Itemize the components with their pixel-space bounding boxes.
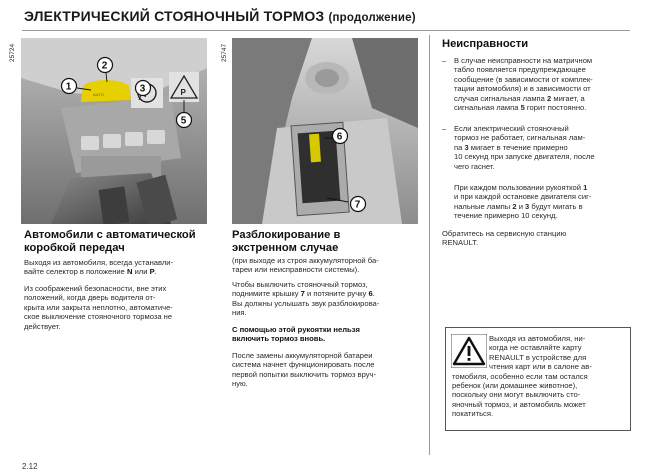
warning-line: когда не оставляйте карту (489, 343, 582, 353)
left-para-2-line: положений, когда дверь водителя от- (24, 293, 156, 303)
middle-para-4-line: первой попытки выключить тормоз вруч- (232, 369, 376, 379)
right-para-a-line: будут мигать в (529, 201, 583, 211)
callout-3-label: 3 (139, 83, 146, 95)
right-para-a-line: При каждом пользовании рукояткой (454, 183, 584, 192)
emergency-release-handle (309, 134, 321, 163)
warning-triangle-icon (451, 334, 487, 368)
warning-line: ребенок (или домашнее животное), (452, 381, 578, 390)
middle-para-3-line: С помощью этой рукоятки нельзя (232, 325, 360, 334)
left-para-1 (24, 258, 210, 277)
fault-item-1-text (454, 56, 628, 112)
fault-item-2-line: Если электрический стояночный (454, 124, 569, 133)
middle-para-2-line1: Чтобы выключить стояночный тормоз, (232, 280, 368, 289)
svg-text:P: P (180, 88, 186, 97)
left-para-1-line2: вайте селектор в положение (24, 267, 127, 277)
middle-para-3 (232, 325, 422, 344)
warning-line: яночный тормоз, и автомобиль может (452, 399, 586, 409)
middle-heading (232, 229, 340, 255)
middle-heading-line2: экстренном случае (232, 242, 339, 254)
parking-brake-lever (81, 80, 131, 102)
middle-para-1-line: (при выходе из строя аккумуляторной ба- (232, 256, 379, 265)
figure-left-illustration (21, 38, 207, 224)
left-para-1-mid: или (132, 267, 150, 277)
right-para-a-line: и при каждой остановке двигателя сиг- (454, 192, 592, 202)
warning-line: Выходя из автомобиля, ни- (489, 334, 586, 343)
warning-text (489, 334, 621, 372)
middle-para-3-line: включить тормоз вновь. (232, 334, 326, 344)
middle-heading-line1: Разблокирование в (232, 229, 341, 241)
fault-item-1-line: горит постоянно. (524, 103, 587, 113)
middle-para-2 (232, 280, 422, 318)
fault-item-1 (442, 56, 628, 112)
middle-para-2-end: . (372, 289, 375, 299)
left-heading-line2: коробкой передач (24, 242, 125, 254)
warning-line: чтения карт или в салоне ав- (489, 362, 592, 372)
page-subtitle: (продолжение) (328, 12, 416, 24)
fault-item-2-line: мигает в течение примерно (468, 142, 568, 152)
page-number: 2.12 (22, 462, 38, 471)
handle-1-ref: 1 (583, 183, 588, 192)
warning-line: покатиться. (452, 409, 494, 419)
fault-item-1-line: В случае неисправности на матричном (454, 56, 593, 65)
left-para-2-line: действует. (24, 321, 61, 331)
middle-para-2-line2: поднимите крышку (232, 289, 301, 299)
lamp-3-ref: 3 (464, 142, 469, 152)
callout-2-label: 2 (101, 60, 108, 72)
figure-left (21, 38, 207, 224)
warning-box (445, 327, 631, 431)
warning-line: RENAULT в устройстве для (489, 352, 587, 362)
fault-item-2-line: па (454, 142, 465, 152)
lamp-2-ref: 2 (547, 93, 552, 103)
fault-item-2-line: 10 секунд при запуске двигателя, после (454, 152, 595, 162)
right-para-b-line: RENAULT. (442, 238, 479, 248)
warning-text-full (452, 372, 622, 419)
middle-para-2-mid: и потяните ручку (304, 289, 369, 299)
callout-1-label: 1 (65, 81, 72, 93)
left-para-2-line: Из соображений безопасности, вне этих (24, 284, 167, 293)
callout-5-label: 5 (180, 115, 187, 127)
left-para-1-end: . (154, 267, 157, 277)
callout-6-label: 6 (336, 131, 343, 143)
right-para-b (442, 229, 628, 248)
right-para-a-line: и (516, 201, 526, 211)
fault-item-1-line: сообщение (в зависимости от комплек- (454, 74, 593, 84)
page-title-text: ЭЛЕКТРИЧЕСКИЙ СТОЯНОЧНЫЙ ТОРМОЗ (24, 8, 325, 24)
fault-item-1-line: сигнальная лампа (454, 103, 521, 113)
selector-n: N (126, 267, 133, 277)
middle-para-4-line: ную. (232, 379, 248, 389)
fault-item-1-line: мигает, а (551, 93, 585, 103)
figure-middle-code: 25747 (221, 43, 228, 62)
left-para-2-line: крыта или закрыта неплотно, автоматиче- (24, 302, 173, 312)
right-heading: Неисправности (442, 38, 529, 50)
fault-item-1-line: тации автомобиля) и в зависимости от (454, 84, 591, 94)
title-rule (22, 30, 630, 31)
right-para-b-line: Обратитесь на сервисную станцию (442, 229, 567, 238)
figure-left-code: 25724 (9, 43, 16, 62)
middle-para-4-line: система начнет функционировать после (232, 360, 375, 370)
right-para-a-line: нальные лампы (454, 201, 513, 211)
selector-p: P (149, 267, 155, 277)
left-para-1-line1: Выходя из автомобиля, всегда устанавли- (24, 258, 174, 267)
cover-7: 7 (300, 289, 305, 299)
page-title (24, 8, 416, 24)
left-heading (24, 229, 196, 255)
left-heading-line1: Автомобили с автоматической (24, 229, 196, 241)
warning-line: поскольку они могут выключить сто- (452, 390, 581, 400)
middle-para-1-line: тареи или неисправности системы). (232, 265, 360, 275)
left-para-2-line: ское выключение стояночного тормоза не (24, 312, 173, 322)
left-para-2 (24, 284, 210, 331)
middle-para-2-line4: ния. (232, 308, 247, 318)
warning-line: томобиля, особенно если там остался (452, 371, 588, 381)
callout-7-label: 7 (354, 199, 361, 211)
middle-para-2-line3: Вы должны услышать звук разблокирова- (232, 298, 380, 308)
dash-bullet: – (442, 56, 447, 65)
fault-item-2-line: чего гаснет. (454, 161, 495, 171)
fault-item-2-text (454, 124, 628, 171)
middle-para-1 (232, 256, 422, 275)
middle-para-4 (232, 351, 422, 389)
middle-para-4-line: После замены аккумуляторной батареи (232, 351, 373, 360)
right-para-a-line: течение примерно 10 секунд. (454, 211, 558, 221)
lamp-2-ref: 2 (512, 201, 517, 211)
column-divider (429, 35, 430, 455)
right-para-a (454, 183, 628, 221)
fault-item-2-line: тормоз не работает, сигнальная лам- (454, 133, 586, 143)
figure-middle-illustration (232, 38, 418, 224)
dash-bullet: – (442, 124, 447, 133)
figure-middle (232, 38, 418, 224)
fault-item-2 (442, 124, 628, 171)
handle-6: 6 (368, 289, 373, 299)
lamp-3-ref: 3 (525, 201, 530, 211)
fault-item-1-line: случая сигнальная лампа (454, 93, 547, 103)
svg-text:AUTO: AUTO (93, 92, 105, 97)
lamp-5-ref: 5 (520, 103, 525, 113)
fault-item-1-line: табло появляется предупреждающее (454, 65, 586, 75)
